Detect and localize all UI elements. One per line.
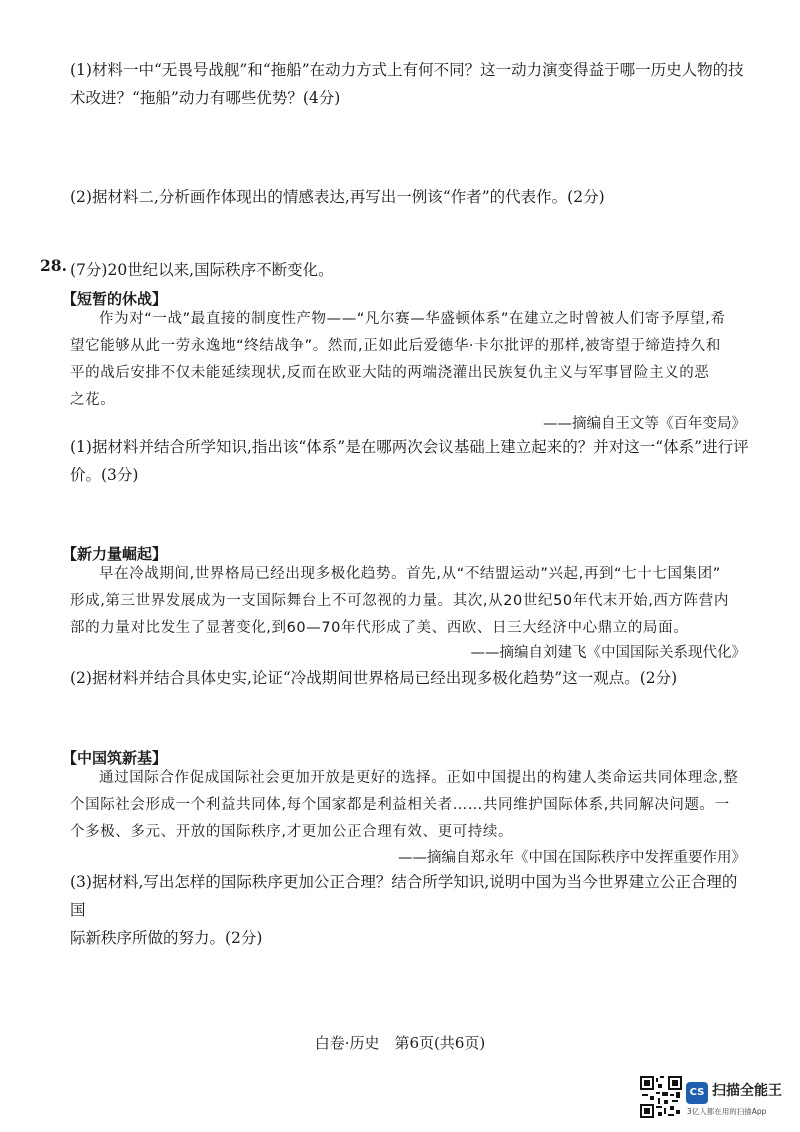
qr-code-icon [640,1076,682,1118]
material-line: 早在冷战期间,世界格局已经出现多极化趋势。首先,从“不结盟运动”兴起,再到“七十七国集团” [99,566,721,582]
section-3-question-line-2: 际新秩序所做的努力。(2分) [70,929,263,947]
section-1-question-line-2: 价。(3分) [70,466,139,484]
scanner-logo-icon: CS [686,1082,708,1104]
material-line: 个国际社会形成一个利益共同体,每个国家都是利益相关者……共同维护国际体系,共同解决问题。一 [70,797,730,813]
section-1-material [70,306,750,414]
page-footer: 白卷·历史 第6页(共6页) [314,1034,486,1052]
material-line: 通过国际合作促成国际社会更加开放是更好的选择。正如中国提出的构建人类命运共同体理念,整 [99,770,739,786]
material-line: 作为对“一战”最直接的制度性产物——“凡尔赛—华盛顿体系”在建立之时曾被人们寄予厚望,希 [99,311,726,327]
section-2-source: ——摘编自刘建飞《中国国际关系现代化》 [470,645,746,661]
question-2: (2)据材料二,分析画作体现出的情感表达,再写出一例该“作者”的代表作。(2分) [70,188,605,206]
scanner-brand: 扫描全能王 [712,1083,782,1099]
material-line: 之花。 [70,392,116,408]
section-3-question [70,868,750,952]
section-2-heading: 【新力量崛起】 [62,545,168,563]
section-1-source: ——摘编自王文等《百年变局》 [543,416,746,432]
section-1-question [70,433,750,489]
question-28-intro: (7分)20世纪以来,国际秩序不断变化。 [70,261,334,279]
material-line: 个多极、多元、开放的国际秩序,才更加公正合理有效、更可持续。 [70,824,514,840]
scanner-slogan: 3亿人都在用的扫描App [687,1107,767,1116]
material-line: 平的战后安排不仅未能延续现状,反而在欧亚大陆的两端浇灌出民族复仇主义与军事冒险主义的恶 [70,365,710,381]
material-line: 形成,第三世界发展成为一支国际舞台上不可忽视的力量。其次,从20世纪50年代末开始,西方阵营内 [70,593,729,609]
question-1-block [70,56,750,112]
question-1-line-1: (1)材料一中“无畏号战舰”和“拖船”在动力方式上有何不同？这一动力演变得益于哪一历史人物的技 [70,61,744,79]
section-3-question-line-1: (3)据材料,写出怎样的国际秩序更加公正合理？结合所学知识,说明中国为当今世界建立公正合理的国 [70,873,738,919]
material-line: 望它能够从此一劳永逸地“终结战争”。然而,正如此后爱德华·卡尔批评的那样,被寄望于缔造持久和 [70,338,721,354]
section-3-material [70,765,750,846]
section-2-material [70,561,750,642]
section-2-question: (2)据材料并结合具体史实,论证“冷战期间世界格局已经出现多极化趋势”这一观点。(2分) [70,669,678,687]
section-1-heading: 【短暂的休战】 [62,290,168,308]
question-28-number: 28. [40,256,67,275]
section-1-question-line-1: (1)据材料并结合所学知识,指出该“体系”是在哪两次会议基础上建立起来的？并对这一“体系”进行评 [70,438,749,456]
question-1-line-2: 术改进？“拖船”动力有哪些优势？(4分) [70,89,341,107]
section-3-source: ——摘编自郑永年《中国在国际秩序中发挥重要作用》 [398,850,746,866]
section-3-heading: 【中国筑新基】 [62,749,168,767]
material-line: 部的力量对比发生了显著变化,到60—70年代形成了美、西欧、日三大经济中心鼎立的局面。 [70,620,689,636]
